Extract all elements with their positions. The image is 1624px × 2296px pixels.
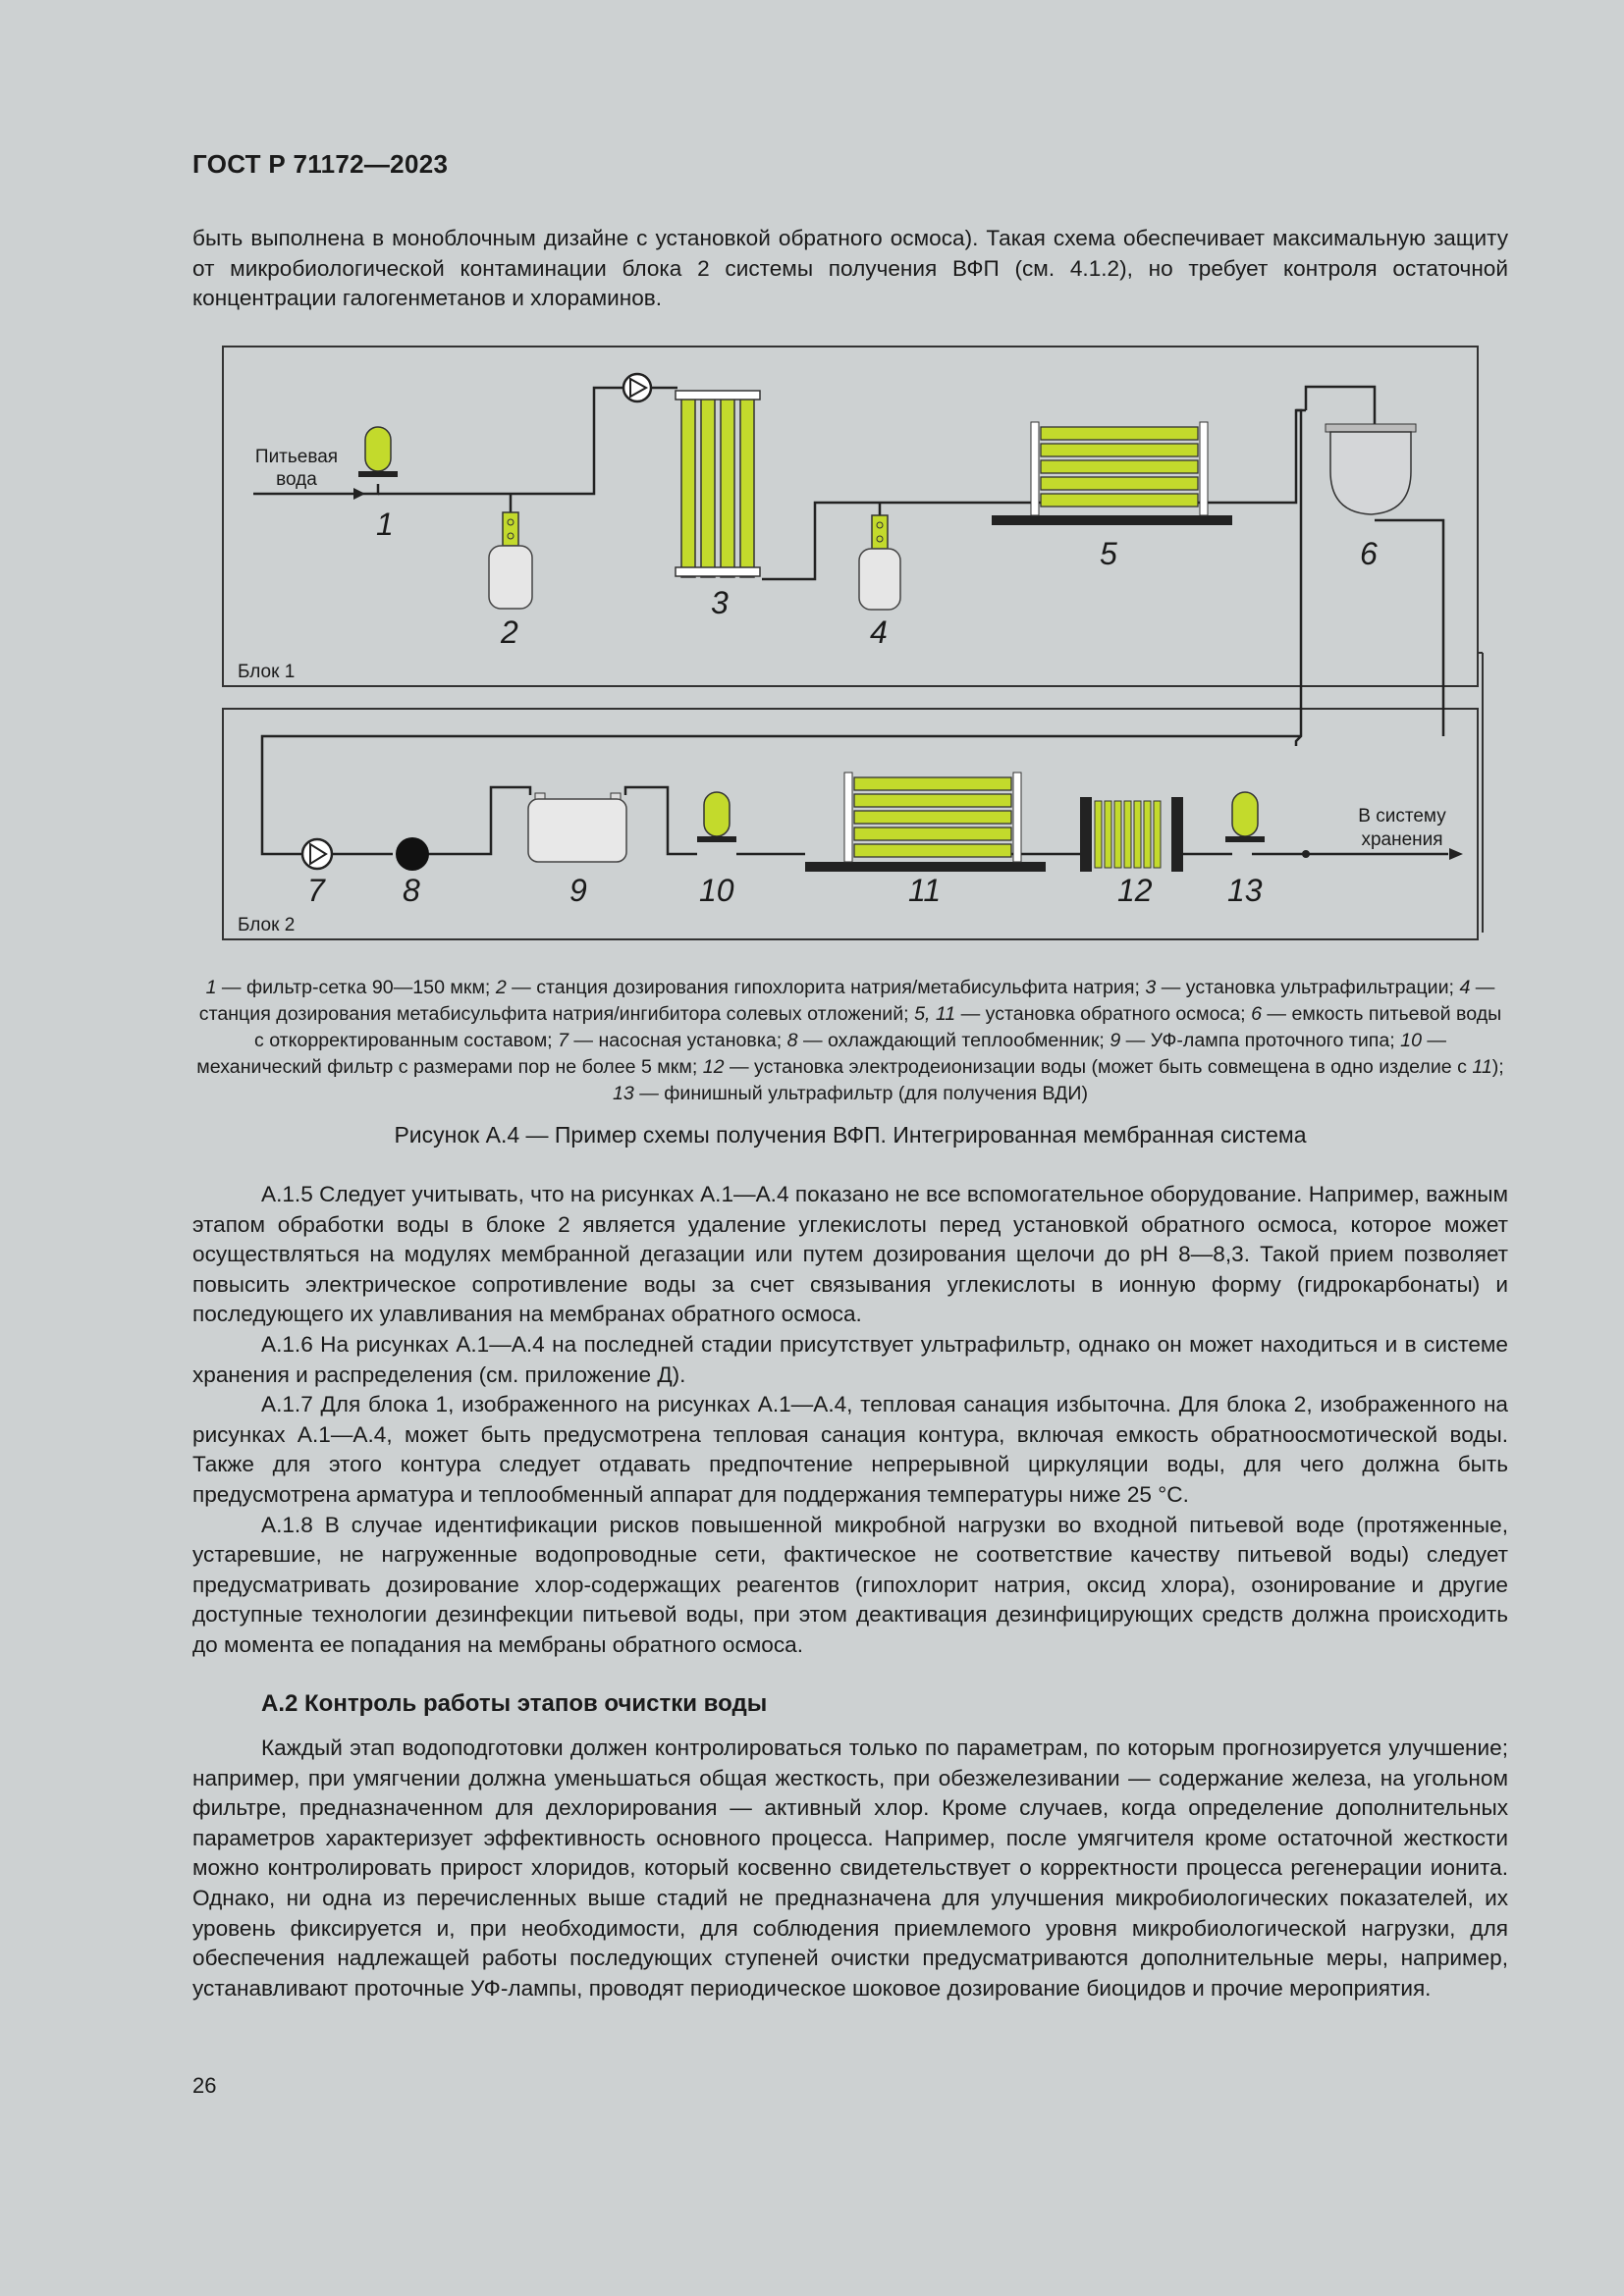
filter-mesh-1	[358, 427, 398, 477]
num-12: 12	[1117, 873, 1153, 908]
num-11: 11	[908, 873, 942, 908]
num-3: 3	[711, 585, 729, 620]
num-2: 2	[501, 614, 518, 650]
block1-label: Блок 1	[238, 662, 296, 682]
label-input-2: вода	[276, 469, 317, 490]
num-1: 1	[376, 507, 394, 542]
num-9: 9	[569, 873, 587, 908]
diagram-svg	[216, 344, 1492, 947]
pump-7	[302, 839, 332, 869]
edi-12	[1080, 797, 1183, 872]
ultrafiltration-3	[676, 388, 762, 584]
page-number: 26	[192, 2073, 217, 2098]
label-input-1: Питьевая	[254, 447, 339, 467]
paragraph-a16: А.1.6 На рисунках А.1—А.4 на последней стадии присутствует ультрафильтр, однако он может находиться и в системе хранения и распределения (см. приложение Д).	[192, 1331, 1508, 1387]
block1-pipes	[253, 387, 1443, 746]
block1-frame	[223, 347, 1478, 686]
num-4: 4	[870, 614, 888, 650]
intro-paragraph	[192, 224, 1508, 314]
document-header: ГОСТ Р 71172—2023	[192, 149, 449, 179]
num-5: 5	[1100, 536, 1117, 571]
body-paragraphs	[192, 1180, 1508, 1661]
num-13: 13	[1227, 873, 1263, 908]
water-tank-6	[1326, 424, 1416, 514]
reverse-osmosis-5	[992, 422, 1232, 525]
pump-block1	[623, 374, 651, 401]
process-diagram	[216, 344, 1492, 947]
dosing-station-2	[489, 512, 532, 609]
num-6: 6	[1360, 536, 1378, 571]
num-7: 7	[307, 873, 325, 908]
section-paragraph	[192, 1734, 1508, 2003]
num-8: 8	[403, 873, 420, 908]
paragraph-a17: А.1.7 Для блока 1, изображенного на рисунках А.1—А.4, тепловая санация избыточна. Для блока 2, изображенного на рисунках А.1—А.4, может быть предусмотрена тепловая санация контура, включая емкость обратноосмотической воды. Также для этого контура следует отдавать предпочтение непрерывной циркуляции воды, для чего должна быть предусмотрена арматура и теплообменный аппарат для поддержания температуры ниже 25 °C.	[192, 1392, 1508, 1507]
section-title: А.2 Контроль работы этапов очистки воды	[261, 1690, 768, 1717]
mechanical-filter-10	[697, 792, 736, 842]
label-output-1: В систему	[1358, 806, 1446, 827]
figure-caption: Рисунок А.4 — Пример схемы получения ВФП. Интегрированная мембранная система	[394, 1122, 1307, 1148]
num-10: 10	[699, 873, 734, 908]
intro-text: быть выполнена в моноблочным дизайне с установкой обратного осмоса). Такая схема обеспечивает максимальную защиту от микробиологической контаминации блока 2 системы получения ВФП (см. 4.1.2), но требует контроля остаточной концентрации галогенметанов и хлораминов.	[192, 226, 1508, 311]
label-output-2: хранения	[1361, 829, 1443, 850]
figure-legend: 1 — фильтр-сетка 90—150 мкм; 2 — станция дозирования гипохлорита натрия/метабисульфита натрия; 3 — установка ультрафильтрации; 4 — станция дозирования метабисульфита натрия/ингибитора солевых отложений; 5, 11 — установка обратного осмоса; 6 — емкость питьевой воды с откорректированным составом; 7 — насосная установка; 8 — охлаждающий теплообменник; 9 — УФ-лампа проточного типа; 10 — механический фильтр с размерами пор не более 5 мкм; 12 — установка электродеионизации воды (может быть совмещена в одно изделие с 11); 13 — финишный ультрафильтр (для получения ВДИ)	[196, 977, 1504, 1104]
uv-lamp-9	[528, 793, 626, 862]
heat-exchanger-8	[396, 837, 429, 871]
section-text: Каждый этап водоподготовки должен контролироваться только по параметрам, по которым прогнозируется улучшение; например, при умягчении должна уменьшаться общая жесткость, при обезжелезивании — содержание железа, на угольном фильтре, предназначенном для дехлорирования — активный хлор. Кроме случаев, когда определение дополнительных параметров характеризует эффективность основного процесса. Например, после умягчителя кроме остаточной жесткости можно контролировать прирост хлоридов, который косвенно свидетельствует о корректности процесса регенерации ионита. Однако, ни одна из перечисленных выше стадий не предназначена для улучшения микробиологических показателей, их уровень фиксируется и, при необходимости, для соблюдения приемлемого уровня микробиологической нагрузки, для обеспечения надлежащей работы последующих ступеней очистки предусматриваются дополнительные меры, например, устанавливают проточные УФ-лампы, проводят периодическое шоковое дозирование биоцидов и прочие мероприятия.	[192, 1735, 1508, 2001]
dosing-station-4	[859, 515, 900, 610]
paragraph-a18: А.1.8 В случае идентификации рисков повышенной микробной нагрузки во входной питьевой воде (протяженные, устаревшие, не нагруженные водопроводные сети, фактическое не соответствие качеству питьевой воды) следует предусматривать дозирование хлор-содержащих реагентов (гипохлорит натрия, оксид хлора), озонирование и другие доступные технологии дезинфекции питьевой воды, при этом деактивация дезинфицирующих средств должна происходить до момента ее попадания на мембраны обратного осмоса.	[192, 1512, 1508, 1657]
final-ultrafilter-13	[1225, 792, 1265, 842]
block2-label: Блок 2	[238, 915, 296, 935]
paragraph-a15: А.1.5 Следует учитывать, что на рисунках А.1—А.4 показано не все вспомогательное оборудование. Например, важным этапом обработки воды в блоке 2 является удаление углекислоты перед установкой обратного осмоса, которое может осуществляться на модулях мембранной дегазации или путем дозирования щелочи до pH 8—8,3. Такой прием позволяет повысить электрическое сопротивление воды за счет связывания углекислоты в ионную форму (гидрокарбонаты) и последующего их улавливания на мембранах обратного осмоса.	[192, 1182, 1508, 1327]
reverse-osmosis-11	[805, 773, 1046, 872]
